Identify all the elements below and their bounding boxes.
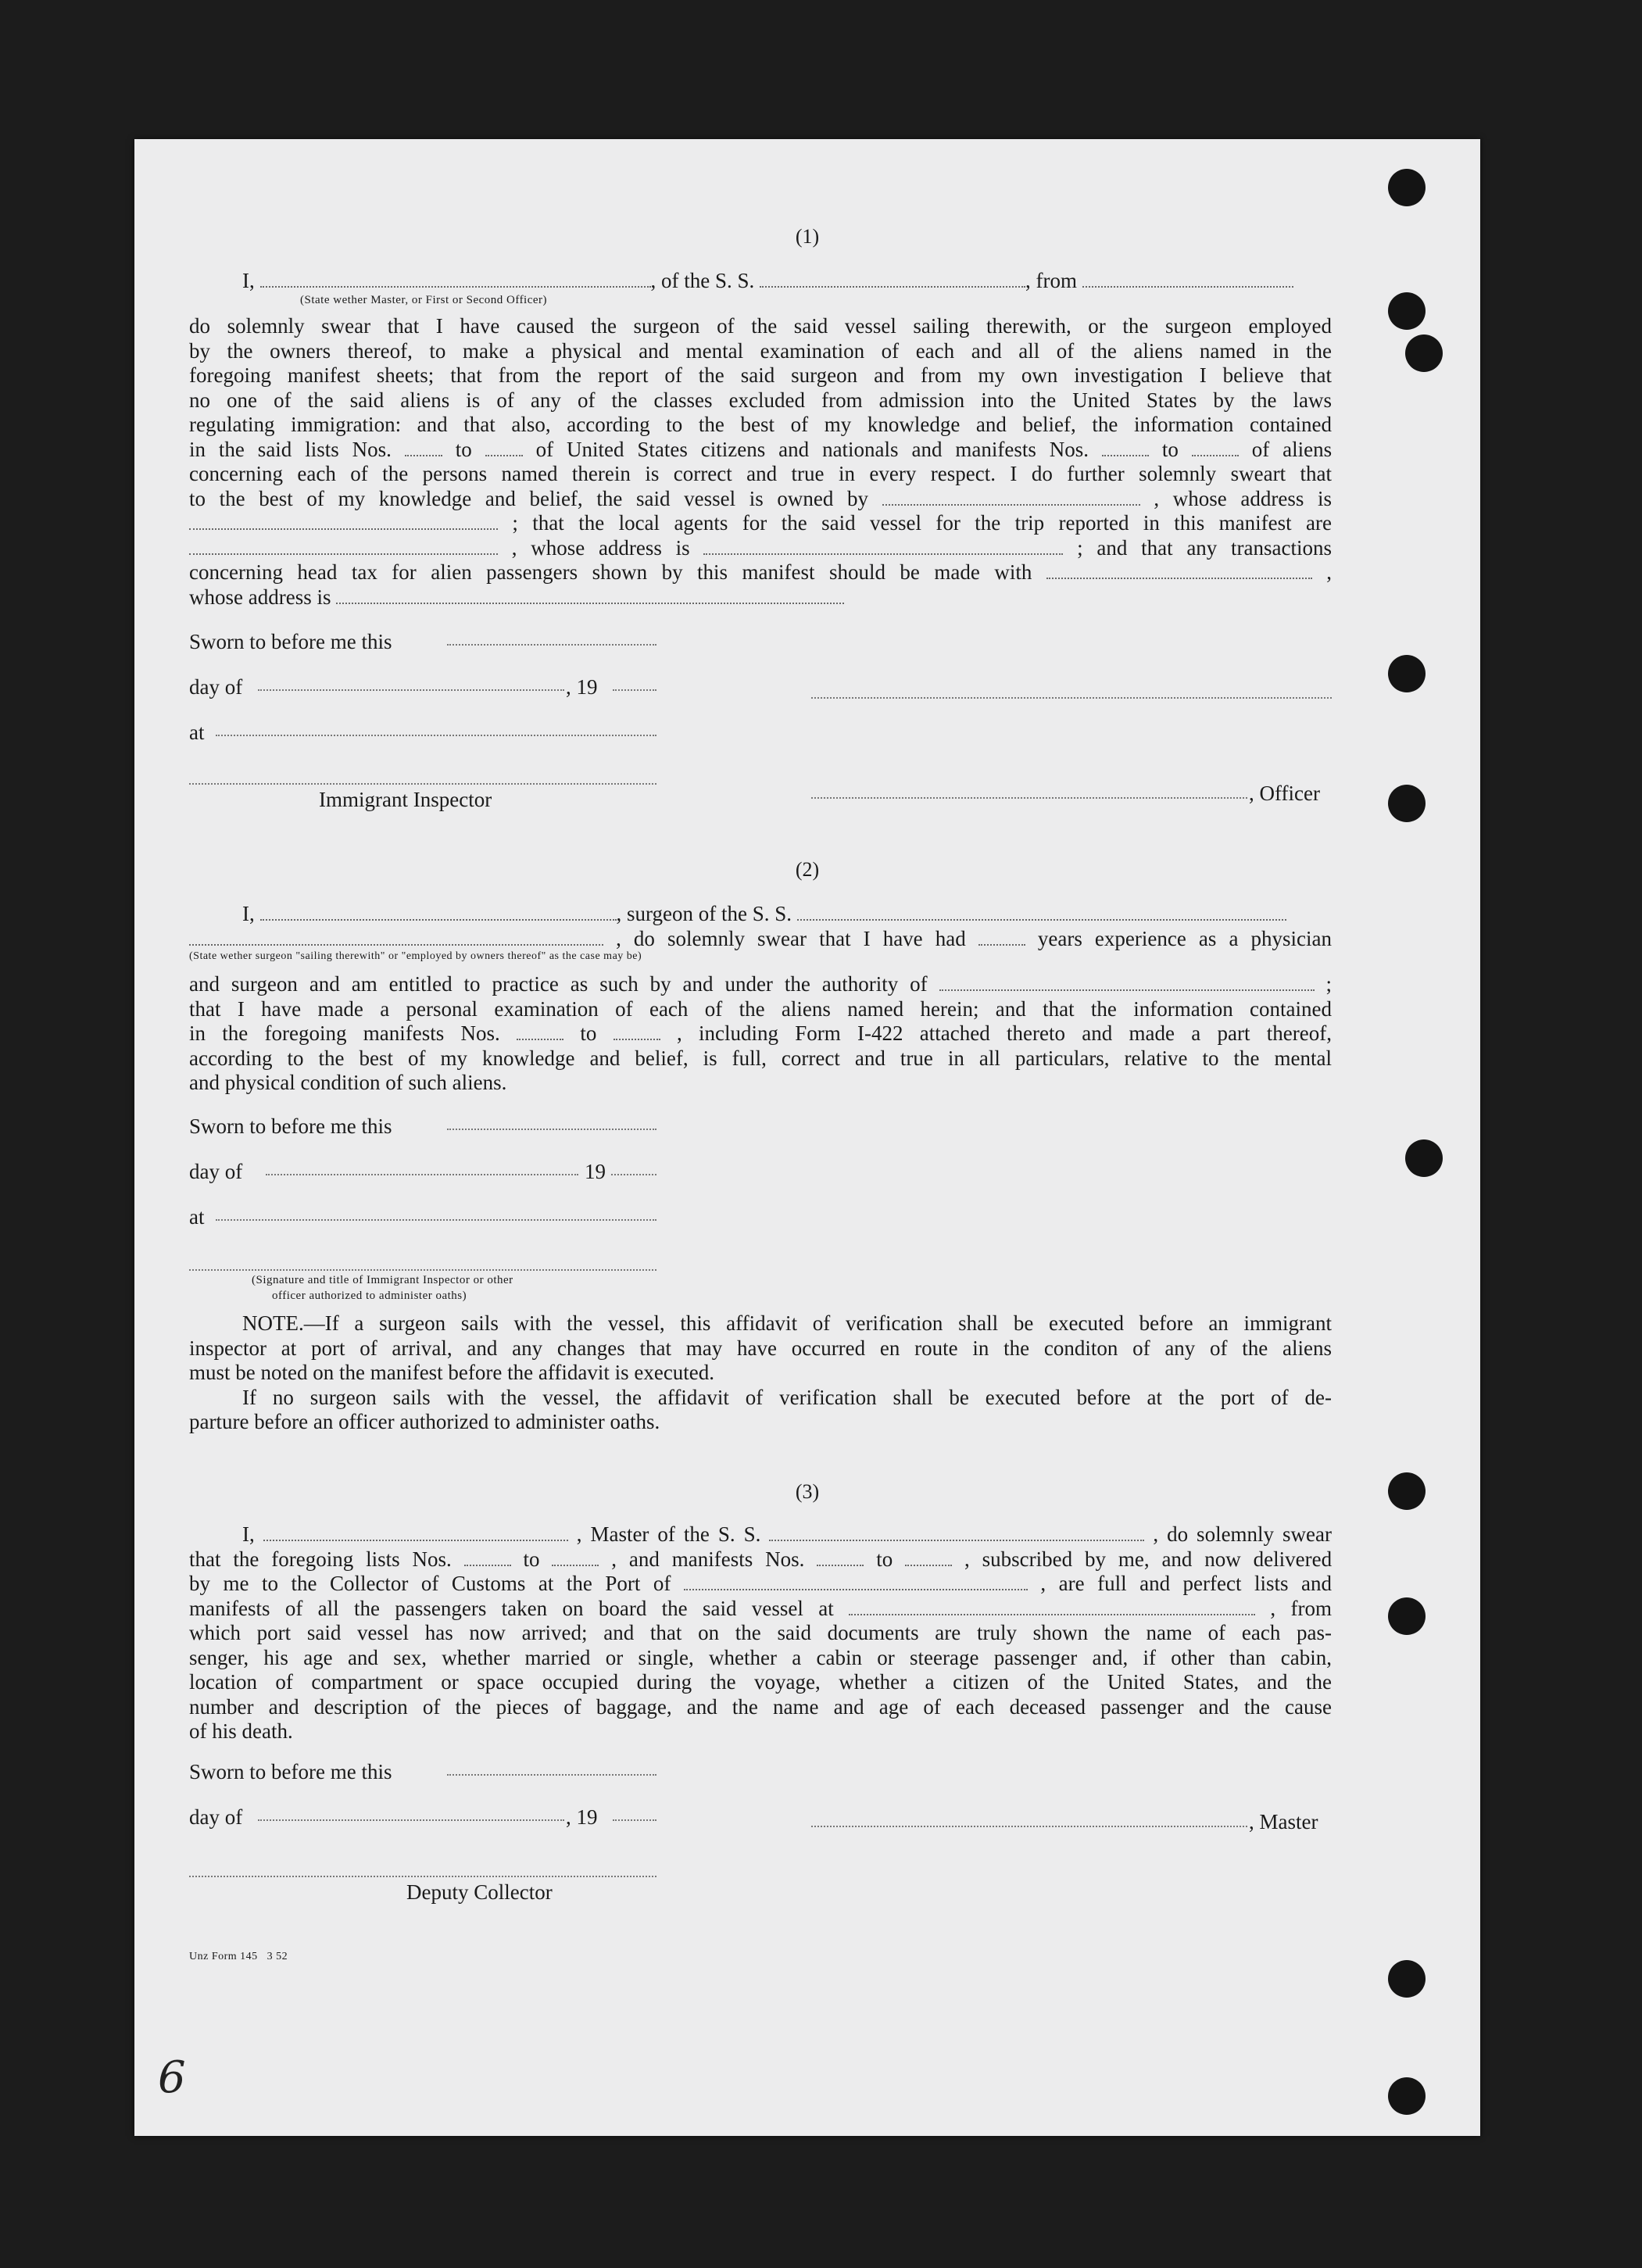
head-tax-address-field[interactable] [336, 588, 844, 604]
section-1-opening-line: I, , of the S. S. , from [242, 269, 1227, 294]
section-1-month-field[interactable] [258, 689, 564, 691]
section-2-dayof-label: day of [189, 1160, 243, 1183]
master-list-from-field[interactable] [464, 1551, 511, 1566]
section-1-year-field[interactable] [613, 689, 656, 691]
alien-manifest-to-field[interactable] [1192, 441, 1239, 456]
handwritten-mark: 6 [158, 2052, 186, 2103]
section-1-place-field[interactable] [216, 735, 656, 736]
punch-hole [1388, 1597, 1426, 1635]
deputy-collector-label: Deputy Collector [406, 1880, 553, 1904]
surgeon-manifest-to-field[interactable] [614, 1025, 660, 1040]
master-manifest-from-field[interactable] [817, 1551, 864, 1566]
punch-hole [1388, 2077, 1426, 2115]
master-vessel-field[interactable] [769, 1526, 1144, 1541]
agents-address-field[interactable] [703, 539, 1063, 555]
section-3-year-field[interactable] [613, 1819, 656, 1821]
section-2-sworn-date-field[interactable] [447, 1129, 656, 1130]
section-1-year-label: , 19 [566, 675, 598, 699]
section-3-month-field[interactable] [258, 1819, 564, 1821]
head-tax-party-field[interactable] [1046, 563, 1312, 579]
immigrant-inspector-label: Immigrant Inspector [319, 788, 492, 811]
signature-caption-line-2: officer authorized to administer oaths) [272, 1290, 467, 1302]
alien-manifest-from-field[interactable] [1102, 441, 1149, 456]
master-list-to-field[interactable] [552, 1551, 599, 1566]
punch-hole [1388, 169, 1426, 206]
section-3-number: (3) [795, 1480, 820, 1503]
punch-hole [1388, 785, 1426, 822]
section-2-year-field[interactable] [611, 1174, 656, 1175]
surgeon-vessel-field[interactable] [797, 905, 1286, 921]
officer-label: , Officer [1249, 782, 1320, 805]
section-2-at-label: at [189, 1205, 205, 1229]
manifest-affidavit-page [134, 139, 1480, 2136]
section-2-month-field[interactable] [266, 1174, 578, 1175]
master-name-field[interactable] [263, 1526, 568, 1541]
master-signature-field[interactable] [811, 1826, 1247, 1827]
embarkation-port-field[interactable] [849, 1600, 1255, 1615]
punch-hole [1405, 334, 1443, 372]
owner-address-field[interactable] [189, 514, 498, 530]
surgeon-status-caption: (State wether surgeon "sailing therewith" or "employed by owners thereof" as the case may be) [189, 950, 642, 962]
citizen-list-to-field[interactable] [485, 441, 523, 456]
signature-caption-line-1: (Signature and title of Immigrant Inspector or other [252, 1274, 513, 1286]
master-manifest-to-field[interactable] [905, 1551, 952, 1566]
punch-hole [1405, 1139, 1443, 1177]
departure-port-field[interactable] [1082, 272, 1293, 288]
local-agents-field[interactable] [189, 539, 498, 555]
deputy-signature-field[interactable] [189, 1876, 656, 1877]
section-1-body: do solemnly swear that I have caused the surgeon of the said vessel sailing therewith, or the surgeon employed by the owners thereof, to make a physical and mental examination of each and all of the aliens named in the foregoing manifest sheets; that from the report of the said surgeon and from my own investigation I believe that no one of the said aliens is of any of the classes excluded from admission into the United States by the laws regulating immigration: and that also, according to the best of my knowledge and belief, the information contained in the said lists Nos. to of United States citizens and nationals and manifests Nos. to of aliens concerning each of the persons named therein is correct and true in every respect. I do further solemnly sweart that to the best of my knowledge and belief, the said vessel is owned by , whose address is ; that the local agents for the said vessel for the trip reported in this manifest are , whose address is ; and that any transactions concerning head tax for alien passengers shown by this manifest should be made with , whose address is [189, 314, 1333, 609]
section-2-body-cont: and surgeon and am entitled to practice as such by and under the authority of ; that I have made a personal examination of each of the aliens named herein; and that the information contained in the foregoing manifests Nos. to , including Form I-422 attached thereto and made a part thereof, according to the best of my knowledge and belief, is full, correct and true in all particulars, relative to the mental and physical condition of such aliens. [189, 972, 1333, 1094]
section-3-year-label: , 19 [566, 1805, 598, 1829]
punch-hole [1388, 292, 1426, 330]
surgeon-status-field[interactable] [189, 930, 603, 946]
section-2-year-label: 19 [585, 1160, 606, 1183]
inspector-signature-field[interactable] [189, 783, 656, 785]
officer-title-caption: (State wether Master, or First or Second Officer) [300, 294, 548, 306]
note-paragraph: NOTE.—If a surgeon sails with the vessel, this affidavit of verification shall be executed before an immigrant inspector at port of arrival, and any changes that may have occurred en route in the conditon of any of the aliens must be noted on the manifest before the affidavit is executed. If no surgeon sails with the vessel, the affidavit of verification shall be executed before at the port of de- parture before an officer authorized to administer oaths. [189, 1311, 1332, 1433]
section-2-place-field[interactable] [216, 1219, 656, 1221]
form-number: Unz Form 145 3 52 [189, 1951, 288, 1962]
section-1-at-label: at [189, 721, 205, 744]
section-2-number: (2) [795, 858, 820, 881]
vessel-name-field[interactable] [760, 272, 1025, 288]
section-3-dayof-label: day of [189, 1805, 243, 1829]
arrival-port-field[interactable] [684, 1575, 1028, 1590]
surgeon-manifest-from-field[interactable] [517, 1025, 563, 1040]
citizen-list-from-field[interactable] [405, 441, 442, 456]
section-1-number: (1) [795, 225, 820, 248]
vessel-owner-field[interactable] [882, 490, 1140, 506]
section-1-sworn-date-field[interactable] [447, 644, 656, 646]
section-3-body: I, , Master of the S. S. , do solemnly swear that the foregoing lists Nos. to , and manifests Nos. to , subscribed by me, and now delivered by me to the Collector of Customs at the Port of , are full and perfect lists and manifests of all the passengers taken on board the said vessel at , from which port said vessel has now arrived; and that on the said documents are truly shown the name of each pas- senger, his age and sex, whether married or single, whether a cabin or steerage passenger and, if other than cabin, location of compartment or space occupied during the voyage, whether a citizen of the United States, and the number and description of the pieces of baggage, and the name and age of each deceased passenger and the cause of his death. [189, 1522, 1333, 1743]
section-1-dayof-label: day of [189, 675, 243, 699]
officer-signature-field[interactable] [811, 697, 1332, 699]
section-2-signature-field[interactable] [189, 1269, 656, 1271]
section-2-opening-line: I, , surgeon of the S. S. [242, 902, 1336, 927]
section-1-sworn-label: Sworn to before me this [189, 630, 392, 653]
surgeon-name-field[interactable] [260, 905, 617, 921]
punch-hole [1388, 1960, 1426, 1998]
section-2-sworn-label: Sworn to before me this [189, 1114, 392, 1138]
section-2-body: , do solemnly swear that I have had years experience as a physician [189, 927, 1332, 952]
officer-title-field[interactable] [260, 272, 651, 288]
years-experience-field[interactable] [978, 930, 1025, 946]
master-label: , Master [1249, 1810, 1318, 1833]
officer-name-field[interactable] [811, 797, 1247, 799]
practice-authority-field[interactable] [939, 975, 1315, 991]
section-3-sworn-date-field[interactable] [447, 1774, 656, 1776]
punch-hole [1388, 655, 1426, 692]
section-3-sworn-label: Sworn to before me this [189, 1760, 392, 1783]
